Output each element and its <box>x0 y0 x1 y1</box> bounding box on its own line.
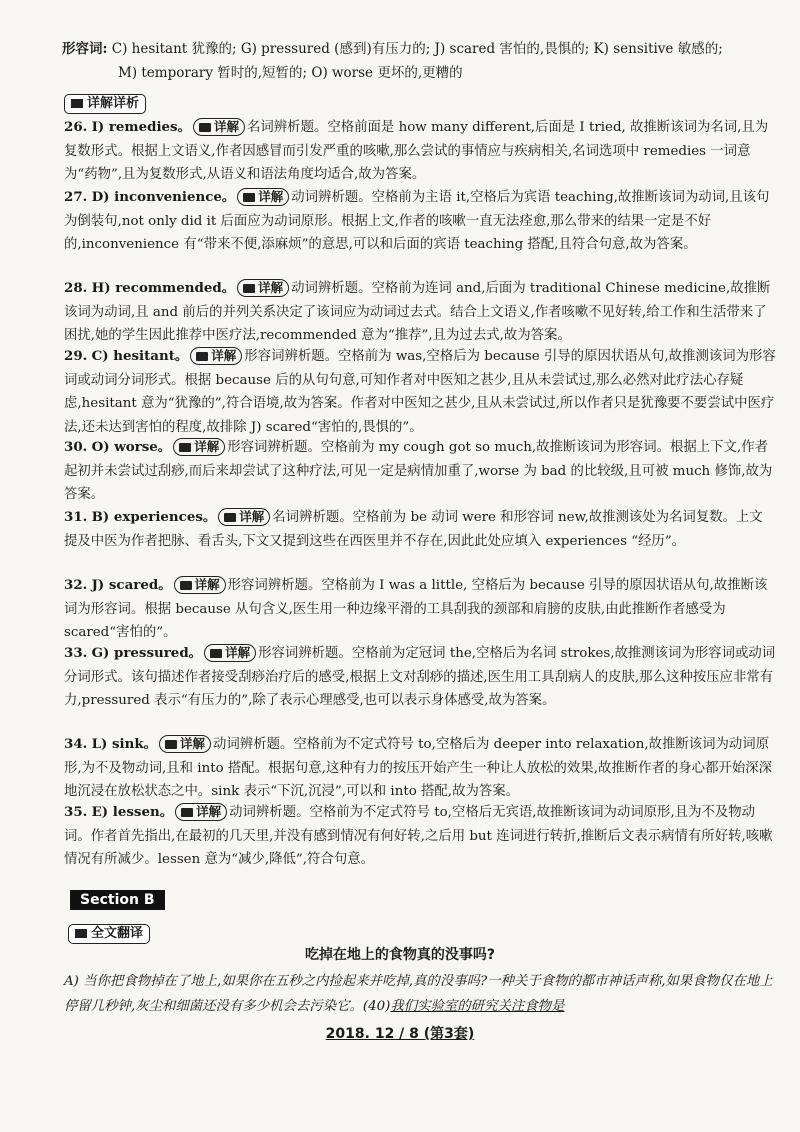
item-text: 形容词辨析题。空格前为 I was a little, 空格后为 because 引导的原因状语从句,故推断该词为形容词。根据 because 从句含义,医生用一种边缘平滑的工具刮我的颈部和肩膀的皮肤,由此推断作者感受为 scared“害怕的”。 <box>64 578 768 640</box>
detail-badge <box>190 347 242 365</box>
explanation-item <box>64 642 776 713</box>
item-answer: G) pressured。 <box>91 645 203 661</box>
detail-badge-label: 详解 <box>180 736 206 751</box>
item-number: 32. <box>64 577 88 593</box>
issue-number: 2018. 12 / 8 (第3套) <box>325 1026 475 1042</box>
adjective-list-line-2 <box>118 62 800 84</box>
item-answer: E) lessen。 <box>91 804 174 820</box>
item-answer: J) scared。 <box>91 577 172 593</box>
item-text: 名词辨析题。空格前面是 how many different,后面是 I tried, 故推断该词为名词,且为复数形式。根据上文语义,作者因感冒而引发严重的咳嗽,那么尝试的事情应与疾病相关,名词选项中 remedies 一词意为“药物”,且为复数形式,从语义和语法角度均适合,故为答案。 <box>64 120 769 182</box>
translation-header <box>68 922 150 944</box>
adjective-list-text-1: C) hesitant 犹豫的; G) pressured (感到)有压力的; J) scared 害怕的,畏惧的; K) sensitive 敏感的; <box>111 41 723 57</box>
item-answer: O) worse。 <box>91 439 172 455</box>
underlined-sentence: 我们实验室的研究关注食物是 <box>390 999 565 1014</box>
explanation-item <box>64 801 776 872</box>
folder-icon <box>179 443 191 452</box>
translation-tag <box>68 924 150 944</box>
detail-badge <box>218 508 270 526</box>
explanation-item <box>64 116 776 187</box>
folder-icon <box>181 808 193 817</box>
explanation-item <box>64 345 776 439</box>
folder-icon <box>210 649 222 658</box>
item-answer: C) hesitant。 <box>91 348 189 364</box>
item-text: 动词辨析题。空格前为不定式符号 to,空格后无宾语,故推断该词为动词原形,且为不及物动词。作者首先指出,在最初的几天里,并没有感到情况有何好转,之后用 but 连词进行转折,推断后文表示病情有所好转,咳嗽情况有所减少。lessen 意为“减少,降低”,符合句意。 <box>64 805 773 867</box>
detail-badge-label: 详解 <box>258 189 284 204</box>
article-paragraph-a: A) 当你把食物掉在了地上,如果你在五秒之内捡起来并吃掉,真的没事吗?一种关于食物的都市神话声称,如果食物仅在地上停留几秒钟,灰尘和细菌还没有多少机会去污染它。(40) <box>64 974 773 1014</box>
explanation-item <box>64 277 776 348</box>
detail-section-header <box>64 92 146 114</box>
tag-bar-icon <box>75 929 87 938</box>
detail-section-label: 详解详析 <box>87 96 140 111</box>
explanation-item <box>64 186 776 257</box>
item-number: 27. <box>64 189 88 205</box>
detail-badge-label: 详解 <box>225 645 251 660</box>
item-number: 30. <box>64 439 88 455</box>
detail-badge-label: 详解 <box>258 280 284 295</box>
item-answer: B) experiences。 <box>91 509 217 525</box>
article-body <box>64 969 776 1019</box>
item-number: 31. <box>64 509 88 525</box>
explanation-item <box>64 574 776 645</box>
section-b-heading: Section B <box>70 890 165 910</box>
item-text: 动词辨析题。空格前为连词 and,后面为 traditional Chinese medicine,故推断该词为动词,且 and 前后的并列关系决定了该词应为动词过去式。结合上文语义,作者咳嗽不见好转,给工作和生活带来了困扰,她的学生因此推荐中医疗法,recommended 意为“推荐”,且为过去式,故为答案。 <box>64 281 771 343</box>
item-number: 28. <box>64 280 88 296</box>
explanation-item <box>64 733 776 804</box>
item-answer: I) remedies。 <box>91 119 191 135</box>
item-number: 34. <box>64 736 88 752</box>
folder-icon <box>199 123 211 132</box>
explanation-item <box>64 436 776 507</box>
detail-badge <box>174 576 226 594</box>
adjective-label: 形容词: <box>62 41 108 57</box>
detail-badge-label: 详解 <box>214 119 240 134</box>
folder-icon <box>243 193 255 202</box>
detail-badge <box>237 188 289 206</box>
item-text: 动词辨析题。空格前为不定式符号 to,空格后为 deeper into relaxation,故推断该词为动词原形,为不及物动词,且和 into 搭配。根据句意,这种有力的按压开始产生一种让人放松的效果,故推断作者的身心都开始深深地沉浸在放松状态之中。sink 表示“下沉,沉浸”,可以和 into 搭配,故为答案。 <box>64 737 773 799</box>
detail-badge-label: 详解 <box>194 577 220 592</box>
detail-badge <box>204 644 256 662</box>
detail-badge <box>237 279 289 297</box>
article-title: 吃掉在地上的食物真的没事吗? <box>304 947 496 963</box>
adjective-list-line-1 <box>62 38 774 60</box>
folder-icon <box>165 740 177 749</box>
explanation-item <box>64 506 776 553</box>
detail-badge-label: 详解 <box>196 804 222 819</box>
folder-icon <box>224 513 236 522</box>
item-number: 29. <box>64 348 88 364</box>
detail-badge <box>175 803 227 821</box>
folder-icon <box>180 581 192 590</box>
item-text: 名词辨析题。空格前为 be 动词 were 和形容词 new,故推测该处为名词复数。上文提及中医为作者把脉、看舌头,下文又提到这些在西医里并不存在,因此此处应填入 experiences “经历”。 <box>64 510 763 549</box>
adjective-list-text-2: M) temporary 暂时的,短暂的; O) worse 更坏的,更糟的 <box>118 65 463 81</box>
detail-badge-label: 详解 <box>239 509 265 524</box>
detail-section-tag <box>64 94 146 114</box>
item-text: 形容词辨析题。空格前为定冠词 the,空格后为名词 strokes,故推测该词为形容词或动词分词形式。该句描述作者接受刮痧治疗后的感受,根据上文对刮痧的描述,医生用工具刮病人的皮肤,那么这种按压应非常有力,pressured 表示“有压力的”,除了表示心理感受,也可以表示身体感受,故为答案。 <box>64 646 776 708</box>
item-number: 33. <box>64 645 88 661</box>
translation-label: 全文翻译 <box>91 926 144 941</box>
page-footer <box>0 1023 800 1043</box>
folder-icon <box>196 352 208 361</box>
item-answer: L) sink。 <box>91 736 158 752</box>
detail-badge <box>193 118 245 136</box>
item-answer: D) inconvenience。 <box>91 189 236 205</box>
item-text: 形容词辨析题。空格前为 my cough got so much,故推断该词为形容词。根据上下文,作者起初并未尝试过刮痧,而后来却尝试了这种疗法,可见一定是病情加重了,worse 为 bad 的比较级,且可被 much 修饰,故为答案。 <box>64 440 773 502</box>
detail-badge-label: 详解 <box>194 439 220 454</box>
folder-icon <box>243 284 255 293</box>
detail-badge <box>173 438 225 456</box>
tag-bar-icon <box>71 99 83 108</box>
item-text: 动词辨析题。空格前为主语 it,空格后为宾语 teaching,故推断该词为动词,且该句为倒装句,not only did it 后面应为动词原形。根据上文,作者的咳嗽一直无法痊愈,那么带来的结果一定是不好的,inconvenience 有“带来不便,添麻烦”的意思,可以和后面的宾语 teaching 搭配,且符合句意,故为答案。 <box>64 190 770 252</box>
item-text: 形容词辨析题。空格前为 was,空格后为 because 引导的原因状语从句,故推测该词为形容词或动词分词形式。根据 because 后的从句句意,可知作者对中医知之甚少,且从未尝试过,那么必然对此疗法心存疑虑,hesitant 意为“犹豫的”,符合语境,故为答案。作者对中医知之甚少,且从未尝试过,所以作者只是犹豫要不要尝试中医疗法,还未达到害怕的程度,故排除 J) scared“害怕的,畏惧的”。 <box>64 349 776 435</box>
item-number: 35. <box>64 804 88 820</box>
item-number: 26. <box>64 119 88 135</box>
detail-badge-label: 详解 <box>211 348 237 363</box>
detail-badge <box>159 735 211 753</box>
item-answer: H) recommended。 <box>91 280 236 296</box>
